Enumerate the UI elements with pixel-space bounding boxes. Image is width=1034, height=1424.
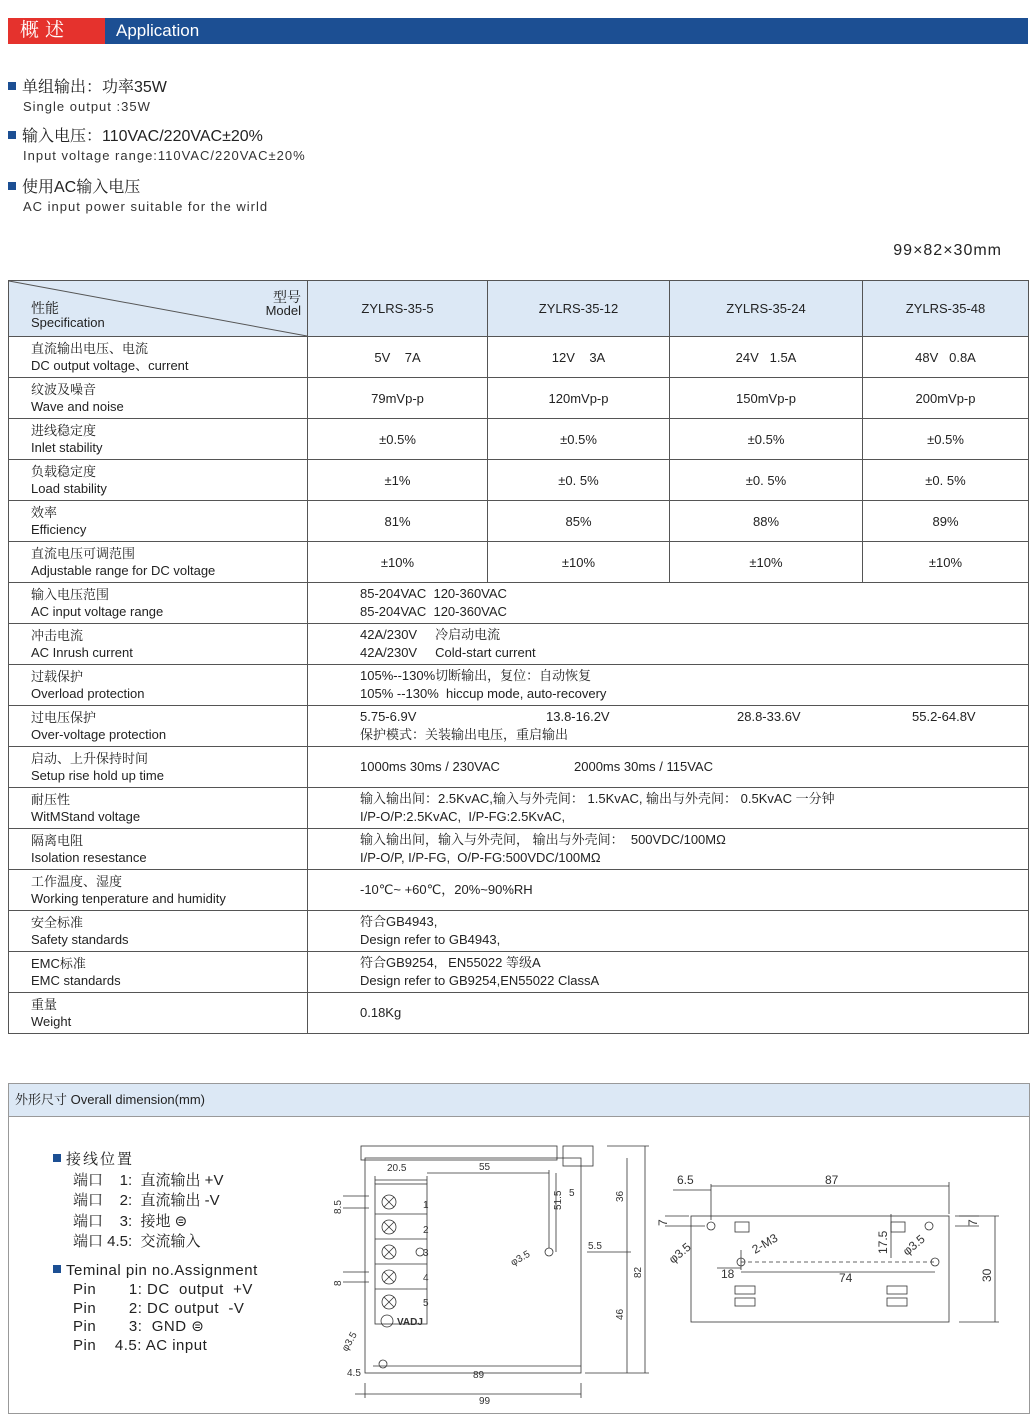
dim-label: 6.5 (677, 1173, 694, 1187)
setup-value: 2000ms 30ms / 115VAC (574, 759, 713, 774)
feature-zh: 输入电压：110VAC/220VAC±20% (22, 128, 263, 145)
table-cell: ±10% (308, 542, 488, 583)
table-header-row (9, 281, 1029, 337)
feature-en: AC input power suitable for the wirld (23, 199, 269, 214)
table-row (9, 952, 1029, 993)
table-cell: ±0.5% (863, 419, 1029, 460)
terminal-number: 2 (423, 1225, 429, 1236)
dim-label: 87 (825, 1173, 839, 1187)
table-row (9, 665, 1029, 706)
terminal-number: 3 (423, 1248, 429, 1259)
mounting-hole (925, 1222, 933, 1230)
row-label-en: Safety standards (31, 932, 129, 947)
dimension-title: 外形尺寸 Overall dimension(mm) (9, 1084, 1029, 1117)
row-label-zh: EMC标准 (31, 956, 86, 971)
table-cell (308, 870, 1029, 911)
model-name: ZYLRS-35-24 (670, 281, 863, 337)
table-cell: ±0. 5% (670, 460, 863, 501)
cell-line: 85-204VAC 120-360VAC (360, 586, 507, 601)
table-row (9, 378, 1029, 419)
table-row (9, 501, 1029, 542)
dim-label: 82 (633, 1266, 644, 1278)
cell-line: 42A/230V 冷启动电流 (360, 627, 501, 642)
table-cell (308, 706, 1029, 747)
pin-line: Pin 2: DC output -V (73, 1299, 245, 1317)
pin-line: Pin 4.5: AC input (73, 1336, 208, 1354)
row-label-en: Inlet stability (31, 440, 103, 455)
dim-label: 36 (615, 1190, 626, 1202)
cell-line: -10℃~ +60℃，20%~90%RH (360, 882, 533, 897)
dim-label: 55 (479, 1162, 491, 1173)
table-cell: ±0.5% (670, 419, 863, 460)
cell-line: 105%--130%切断输出，复位：自动恢复 (360, 668, 592, 683)
pin-line: 端口 4.5: 交流输入 (73, 1233, 201, 1250)
table-row (9, 829, 1029, 870)
row-label-zh: 启动、上升保持时间 (31, 751, 149, 766)
cell-line: 符合GB9254, EN55022 等级A (360, 955, 541, 970)
row-label (9, 378, 308, 419)
row-label-en: AC Inrush current (31, 645, 133, 660)
table-row (9, 419, 1029, 460)
row-label-zh: 隔离电阻 (31, 833, 84, 848)
row-label-en: Load stability (31, 481, 107, 496)
header-title-zh: 概述 (8, 18, 105, 44)
dim-label: 30 (980, 1268, 994, 1282)
dim-label: 18 (721, 1267, 735, 1281)
feature-en: Single output :35W (23, 99, 151, 114)
row-label-en: DC output voltage、current (31, 358, 189, 373)
dim-label: 2-M3 (749, 1230, 781, 1257)
dim-label: 89 (473, 1370, 485, 1381)
dim-label: 8 (333, 1280, 344, 1286)
case-outline (365, 1158, 581, 1373)
row-label-en: EMC standards (31, 973, 121, 988)
ovp-value: 55.2-64.8V (912, 709, 976, 724)
dim-label: 51.5 (553, 1190, 564, 1210)
row-label (9, 460, 308, 501)
row-label-en: Working tenperature and humidity (31, 891, 226, 906)
row-label-zh: 耐压性 (31, 792, 71, 807)
dim-label: 74 (839, 1271, 853, 1285)
cell-line: 42A/230V Cold-start current (360, 645, 536, 660)
table-cell (308, 952, 1029, 993)
header-title-en: Application (116, 21, 200, 40)
row-label (9, 829, 308, 870)
row-label-zh: 过电压保护 (31, 710, 97, 725)
table-row (9, 706, 1029, 747)
row-label-zh: 过载保护 (31, 669, 84, 684)
cell-line: Design refer to GB9254,EN55022 ClassA (360, 973, 600, 988)
terminal-number: 5 (423, 1298, 429, 1309)
table-cell: ±10% (670, 542, 863, 583)
dim-label: φ3.5 (665, 1239, 694, 1267)
row-label (9, 337, 308, 378)
row-label (9, 993, 308, 1034)
setup-value: 1000ms 30ms / 230VAC (360, 759, 500, 774)
cell-line: 符合GB4943, (360, 914, 438, 929)
table-cell (308, 993, 1029, 1034)
model-name: ZYLRS-35-12 (488, 281, 670, 337)
row-label-zh: 重量 (31, 997, 58, 1012)
row-label-en: Wave and noise (31, 399, 124, 414)
row-label (9, 542, 308, 583)
vadj-pot (381, 1315, 393, 1327)
table-row (9, 993, 1029, 1034)
row-label (9, 624, 308, 665)
dim-label: φ3.5 (509, 1248, 533, 1269)
row-label-zh: 负载稳定度 (31, 464, 97, 479)
row-label (9, 788, 308, 829)
cell-line: 输入输出间，输入与外壳间， 输出与外壳间： 500VDC/100MΩ (360, 832, 726, 847)
vent (887, 1298, 907, 1306)
table-cell (308, 788, 1029, 829)
dimensions-text: 99×82×30mm (893, 242, 1002, 259)
row-label-en: Efficiency (31, 522, 87, 537)
table-cell: 200mVp-p (863, 378, 1029, 419)
row-label (9, 911, 308, 952)
terminal-number: 4 (423, 1273, 429, 1284)
feature-en: Input voltage range:110VAC/220VAC±20% (23, 148, 306, 163)
spec-label-en: Specification (31, 315, 105, 330)
bullet-icon (8, 182, 16, 190)
cell-line: I/P-O/P:2.5KvAC, I/P-FG:2.5KvAC, (360, 809, 566, 824)
table-cell (308, 665, 1029, 706)
table-cell: ±0.5% (488, 419, 670, 460)
pin-line: 端口 2: 直流输出 -V (73, 1192, 220, 1209)
table-cell: 150mVp-p (670, 378, 863, 419)
table-cell: 81% (308, 501, 488, 542)
side-view-drawing (656, 1173, 999, 1344)
row-label (9, 706, 308, 747)
feature-item (8, 123, 306, 163)
model-label-zh: 型号 (273, 289, 301, 305)
row-label (9, 870, 308, 911)
table-cell: 88% (670, 501, 863, 542)
table-cell: 79mVp-p (308, 378, 488, 419)
dim-label: 4.5 (347, 1368, 361, 1379)
side-slot (735, 1222, 749, 1232)
table-cell: 120mVp-p (488, 378, 670, 419)
dim-label: 46 (615, 1308, 626, 1320)
dim-label: φ3.5 (899, 1231, 928, 1259)
vent (735, 1286, 755, 1294)
table-cell: 24V 1.5A (670, 337, 863, 378)
row-label-en: Over-voltage protection (31, 727, 167, 742)
feature-item (8, 74, 167, 114)
table-cell: 89% (863, 501, 1029, 542)
spec-table (8, 280, 1029, 1034)
feature-item (8, 174, 268, 214)
row-label (9, 952, 308, 993)
dim-label: 7 (966, 1219, 980, 1226)
terminal-screws (382, 1195, 396, 1309)
top-view-drawing (327, 1136, 657, 1406)
dim-label: 99 (479, 1396, 491, 1407)
spec-label-zh: 性能 (31, 300, 59, 316)
vadj-label: VADJ (397, 1317, 423, 1328)
row-label-zh: 冲击电流 (31, 628, 84, 643)
mounting-hole (545, 1248, 553, 1256)
vent (887, 1286, 907, 1294)
vent (735, 1298, 755, 1306)
pin-line: 端口 1: 直流输出 +V (73, 1171, 224, 1189)
row-label-zh: 输入电压范围 (31, 587, 110, 602)
table-cell (308, 624, 1029, 665)
terminal-number: 1 (423, 1200, 429, 1211)
row-label-zh: 直流电压可调范围 (31, 546, 136, 561)
row-label-en: Adjustable range for DC voltage (31, 563, 216, 578)
row-label-zh: 安全标准 (31, 915, 84, 930)
cell-line: I/P-O/P, I/P-FG, O/P-FG:500VDC/100MΩ (360, 850, 601, 865)
table-row (9, 788, 1029, 829)
row-label-en: Weight (31, 1014, 72, 1029)
table-cell (308, 911, 1029, 952)
table-cell: 5V 7A (308, 337, 488, 378)
dim-label: 20.5 (387, 1163, 407, 1174)
table-cell: ±10% (488, 542, 670, 583)
pin-line: Pin 1: DC output +V (73, 1281, 253, 1298)
table-cell (308, 747, 1029, 788)
mounting-hole (379, 1360, 387, 1368)
feature-zh: 单组输出：功率35W (22, 79, 167, 96)
table-cell: ±10% (863, 542, 1029, 583)
row-label (9, 747, 308, 788)
table-row (9, 460, 1029, 501)
table-cell: ±0.5% (308, 419, 488, 460)
model-name: ZYLRS-35-5 (308, 281, 488, 337)
cell-line: 105% --130% hiccup mode, auto-recovery (360, 686, 607, 701)
table-row (9, 624, 1029, 665)
dim-label: 17.5 (876, 1230, 890, 1254)
row-label-en: Isolation resestance (31, 850, 147, 865)
model-name: ZYLRS-35-48 (863, 281, 1029, 337)
table-row (9, 747, 1029, 788)
dim-label: φ3.5 (340, 1330, 360, 1354)
ovp-value: 28.8-33.6V (737, 709, 801, 724)
row-label-zh: 纹波及噪音 (31, 382, 97, 397)
cell-line: 85-204VAC 120-360VAC (360, 604, 507, 619)
pins-zh-title: 接线位置 (66, 1151, 135, 1168)
row-label (9, 501, 308, 542)
table-cell (308, 583, 1029, 624)
table-row (9, 583, 1029, 624)
section-header (8, 18, 1028, 44)
bullet-icon (53, 1265, 61, 1273)
feature-zh: 使用AC输入电压 (22, 179, 141, 196)
pin-line: 端口 3: 接地 ⊜ (73, 1212, 188, 1230)
row-label (9, 665, 308, 706)
table-cell: 85% (488, 501, 670, 542)
row-label-en: WitMStand voltage (31, 809, 141, 824)
cell-line: Design refer to GB4943, (360, 932, 501, 947)
row-label-zh: 进线稳定度 (31, 423, 97, 438)
mounting-hole (707, 1222, 715, 1230)
row-label-zh: 工作温度、湿度 (31, 874, 123, 889)
cell-line: 保护模式：关装输出电压，重启输出 (360, 727, 569, 742)
row-label (9, 583, 308, 624)
dim-label: 7 (656, 1219, 670, 1226)
bullet-icon (53, 1154, 61, 1162)
side-slot (891, 1222, 905, 1232)
dim-label: 5 (569, 1188, 575, 1199)
case-top-tab (563, 1146, 593, 1166)
row-label-en: AC input voltage range (31, 604, 164, 619)
dim-label: 5.5 (588, 1241, 602, 1252)
table-cell: ±0. 5% (488, 460, 670, 501)
cell-line: 0.18Kg (360, 1005, 402, 1020)
row-label-en: Setup rise hold up time (31, 768, 164, 783)
ovp-value: 5.75-6.9V (360, 709, 417, 724)
dimension-section (8, 1083, 1030, 1414)
pins-en-title: Teminal pin no.Assignment (66, 1261, 258, 1279)
table-cell: 12V 3A (488, 337, 670, 378)
row-label-zh: 直流输出电压、电流 (31, 341, 149, 356)
model-label-en: Model (265, 303, 301, 318)
row-label (9, 419, 308, 460)
table-row (9, 337, 1029, 378)
ovp-value: 13.8-16.2V (546, 709, 610, 724)
dim-label: 8.5 (333, 1200, 344, 1214)
pin-line: Pin 3: GND ⊜ (73, 1318, 205, 1335)
table-cell: 48V 0.8A (863, 337, 1029, 378)
row-label-en: Overload protection (31, 686, 145, 701)
bullet-icon (8, 131, 16, 139)
table-row (9, 870, 1029, 911)
cell-line: 输入输出间：2.5KvAC,输入与外壳间： 1.5KvAC, 输出与外壳间： 0.5KvAC 一分钟 (360, 791, 835, 806)
table-cell: ±1% (308, 460, 488, 501)
table-cell (308, 829, 1029, 870)
table-row (9, 911, 1029, 952)
pin-assignment (53, 1150, 258, 1355)
spec-model-header (9, 281, 308, 337)
row-label-zh: 效率 (31, 505, 58, 520)
table-row (9, 542, 1029, 583)
table-cell: ±0. 5% (863, 460, 1029, 501)
bullet-icon (8, 82, 16, 90)
